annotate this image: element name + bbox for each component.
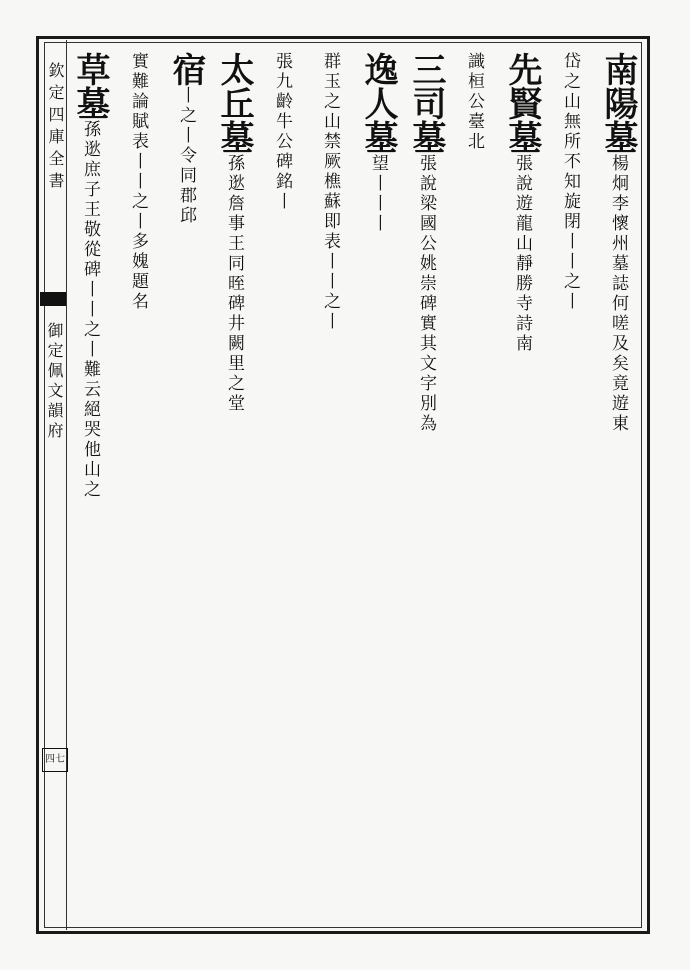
entry-heading: 草墓: [70, 52, 110, 120]
spine-fish-tail-mark: [40, 292, 66, 306]
text-column: [546, 52, 594, 918]
text-column: [114, 52, 162, 918]
text-column: [306, 52, 354, 918]
entry-heading: 三司墓: [406, 52, 446, 154]
text-column: [258, 52, 306, 918]
text-body: [68, 52, 642, 918]
entry-text: 岱之山無所不知旋閉丨丨之丨: [560, 52, 580, 312]
text-column: [594, 52, 642, 918]
entry-text: 張說梁國公姚崇碑實其文字別為: [416, 154, 436, 434]
entry-text: 群玉之山禁厥樵蘇即表丨丨之丨: [320, 52, 340, 332]
text-column: [68, 52, 114, 918]
entry-text: 望丨丨丨: [368, 154, 388, 234]
spine-subtitle: 御定佩文韻府: [45, 322, 64, 442]
text-column: [450, 52, 498, 918]
entry-text: 楊炯李懷州墓誌何嗟及矣竟遊東: [608, 154, 628, 434]
entry-heading: 先賢墓: [502, 52, 542, 154]
entry-text: 識桓公臺北: [464, 52, 484, 152]
text-column: [210, 52, 258, 918]
entry-text: 實難論賦表丨丨之丨多媿題名: [128, 52, 148, 312]
entry-text: 張說遊龍山靜勝寺詩南: [512, 154, 532, 354]
spine-title: 欽定四庫全書: [46, 62, 65, 194]
text-column: [354, 52, 402, 918]
entry-heading: 南陽墓: [598, 52, 638, 154]
entry-text: 孫逖詹事王同晊碑井闕里之堂: [224, 154, 244, 414]
entry-heading: 太丘墓: [214, 52, 254, 154]
text-column: [498, 52, 546, 918]
entry-heading: 逸人墓: [358, 52, 398, 154]
entry-text: 孫逖庶子王敬從碑丨丨之丨難云絕哭他山之: [80, 120, 100, 500]
text-column: [402, 52, 450, 918]
text-column: [162, 52, 210, 918]
page-number: 四七: [42, 748, 68, 772]
entry-heading: 宿: [166, 52, 206, 86]
entry-text: 丨之丨令同郡邱: [176, 86, 196, 226]
entry-text: 張九齡牛公碑銘丨: [272, 52, 292, 212]
